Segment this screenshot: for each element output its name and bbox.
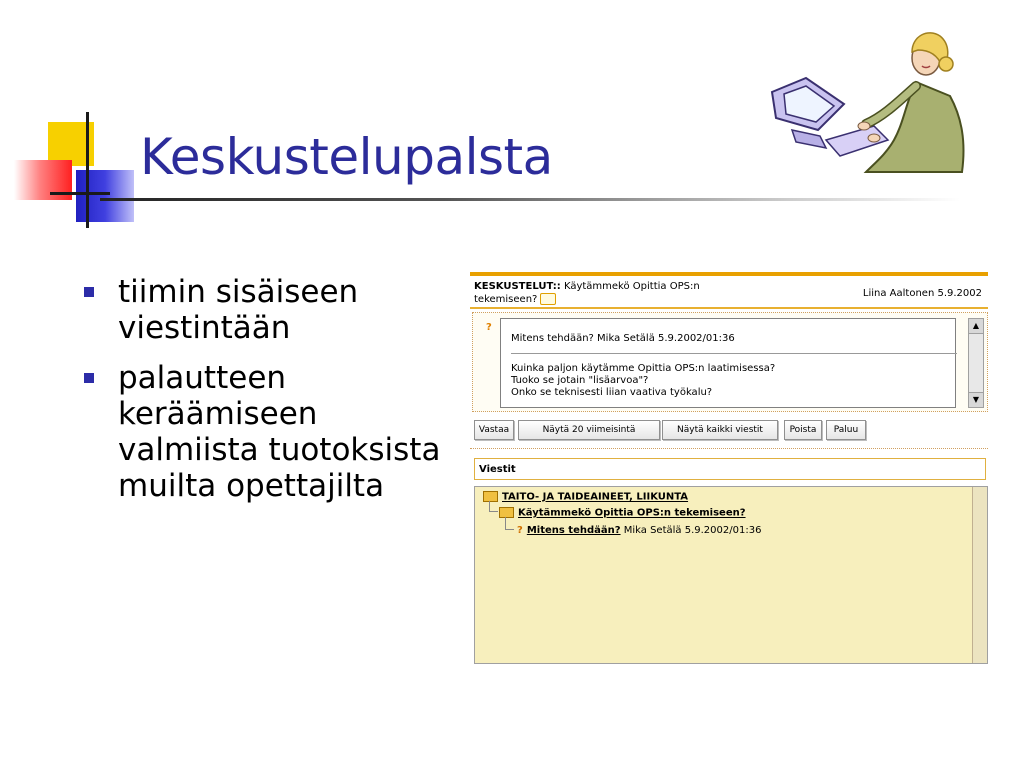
- message-line: Tuoko se jotain "lisäarvoa"?: [511, 375, 649, 386]
- show-latest-20-button[interactable]: Näytä 20 viimeisintä: [518, 420, 660, 440]
- folder-link[interactable]: TAITO- JA TAIDEAINEET, LIIKUNTA: [502, 491, 689, 503]
- show-all-messages-button[interactable]: Näytä kaikki viestit: [662, 420, 778, 440]
- forum-panel: [470, 272, 988, 670]
- message-line: Onko se teknisesti liian vaativa työkalu?: [511, 387, 713, 398]
- tree-connector: [489, 501, 498, 512]
- title-underline: [100, 198, 960, 201]
- decor-horizontal-line: [50, 192, 110, 195]
- bullet-item: [84, 274, 444, 346]
- message-tree: [474, 486, 988, 664]
- scroll-up-icon[interactable]: ▲: [969, 319, 983, 334]
- forum-top-bar: [470, 272, 988, 276]
- divider: [470, 448, 988, 450]
- messages-heading-bar: [474, 458, 986, 480]
- forum-topic-title-cont: tekemiseen?: [474, 294, 538, 305]
- divider: [511, 353, 957, 354]
- message-scrollbar[interactable]: [968, 318, 984, 408]
- comment-icon[interactable]: [540, 293, 556, 305]
- message-view[interactable]: [500, 318, 956, 408]
- page-title: Keskustelupalsta: [140, 128, 553, 186]
- tree-reply-row[interactable]: [517, 525, 761, 536]
- divider: [470, 307, 988, 309]
- bullet-list: [84, 274, 444, 518]
- decor-blue-square: [76, 170, 134, 222]
- bullet-item: [84, 360, 444, 504]
- tree-scrollbar[interactable]: [972, 487, 987, 663]
- delete-button[interactable]: Poista: [784, 420, 822, 440]
- back-button[interactable]: Paluu: [826, 420, 866, 440]
- forum-topic-title: Käytämmekö Opittia OPS:n: [563, 281, 700, 292]
- message-subject: Mitens tehdään? Mika Setälä 5.9.2002/01:36: [511, 333, 735, 344]
- tree-connector: [505, 517, 514, 530]
- reply-link[interactable]: Mitens tehdään?: [526, 525, 621, 536]
- message-body: [511, 363, 775, 399]
- question-mark-icon: ?: [517, 525, 523, 536]
- reply-button[interactable]: Vastaa: [474, 420, 514, 440]
- tree-folder-row[interactable]: [483, 491, 688, 503]
- forum-header: [474, 280, 774, 306]
- tree-topic-row[interactable]: [499, 507, 746, 519]
- topic-link[interactable]: Käytämmekö Opittia OPS:n tekemiseen?: [518, 507, 746, 519]
- bullet-text: tiimin sisäiseen viestintään: [118, 274, 359, 346]
- scroll-down-icon[interactable]: ▼: [969, 392, 983, 407]
- forum-section-label: KESKUSTELUT::: [474, 281, 561, 292]
- woman-at-computer-icon: [766, 22, 976, 184]
- bullet-text: palautteen keräämiseen valmiista tuotoksista muilta opettajilta: [118, 360, 441, 504]
- forum-author: Liina Aaltonen 5.9.2002: [862, 288, 982, 299]
- bullet-square-icon: [84, 287, 94, 297]
- question-mark-icon: ?: [486, 322, 492, 333]
- message-line: Kuinka paljon käytämme Opittia OPS:n laatimisessa?: [511, 363, 776, 374]
- decor-vertical-line: [86, 112, 89, 228]
- reply-meta: Mika Setälä 5.9.2002/01:36: [623, 525, 762, 536]
- messages-heading: Viestit: [479, 464, 516, 475]
- bullet-square-icon: [84, 373, 94, 383]
